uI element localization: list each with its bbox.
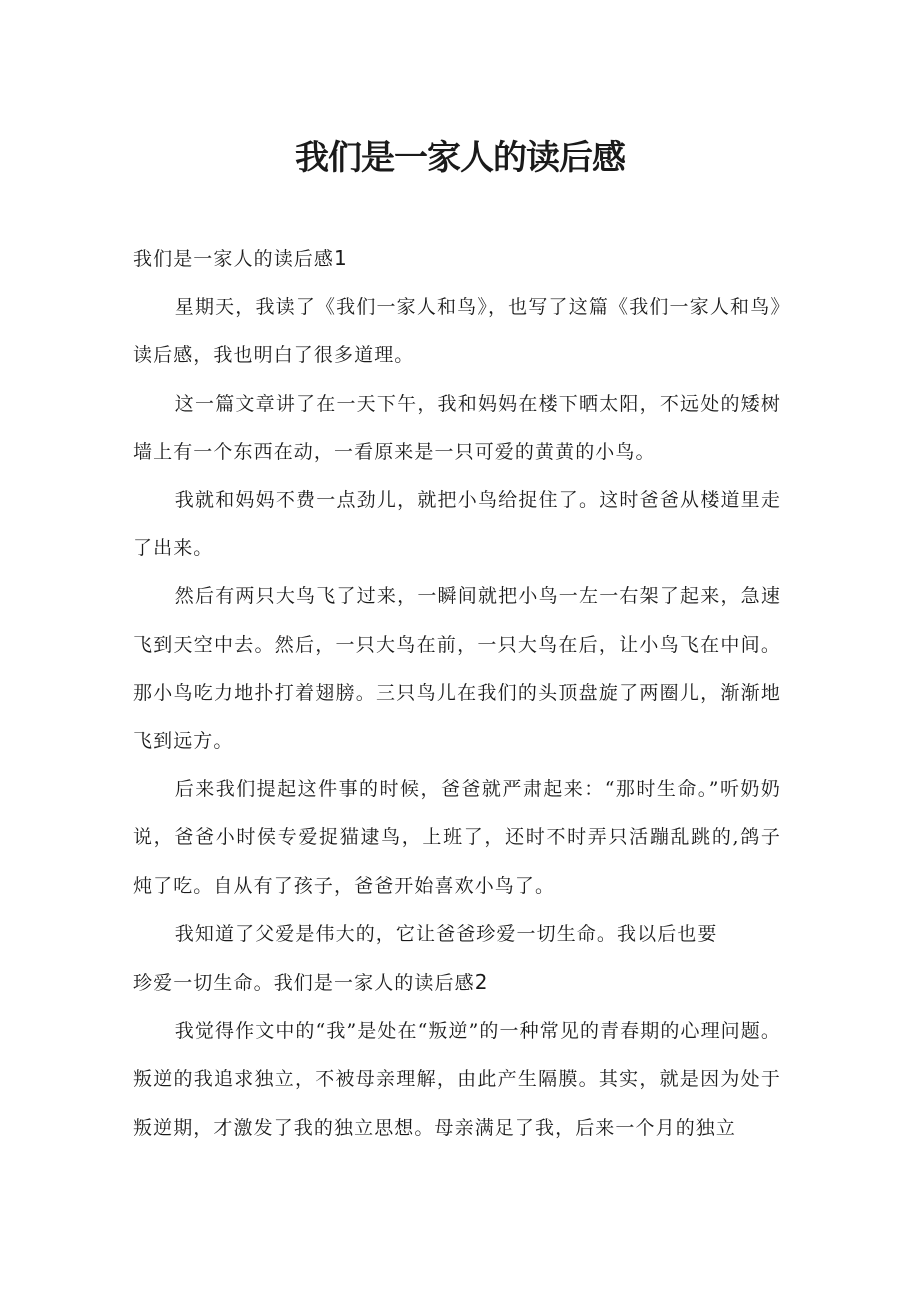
section-heading-1-number: 1 — [334, 246, 348, 270]
section-heading-1 — [133, 234, 781, 283]
paragraph-7: 我觉得作文中的“我”是处在“叛逆”的一种常见的青春期的心理问题。叛逆的我追求独立，不被母亲理解，由此产生隔膜。其实，就是因为处于叛逆期，才激发了我的独立思想。母亲满足了我，后来一个月的独立 — [133, 1020, 781, 1139]
document-title: 我们是一家人的读后感 — [295, 138, 625, 178]
paragraph-6: 我知道了父爱是伟大的，它让爸爸珍爱一切生命。我以后也要 — [174, 922, 718, 945]
section-heading-2-number: 2 — [474, 970, 489, 995]
paragraph-5: 后来我们提起这件事的时候，爸爸就严肃起来：“那时生命。”听奶奶说，爸爸小时侯专爱捉猫逮鸟，上班了，还时不时弄只活蹦乱跳的,鸽子炖了吃。自从有了孩子，爸爸开始喜欢小鸟了。 — [133, 778, 781, 897]
section-heading-2-text: 我们是一家人的读后感 — [273, 972, 475, 995]
section-heading-1-text: 我们是一家人的读后感 — [133, 248, 335, 270]
paragraph-3: 我就和妈妈不费一点劲儿，就把小鸟给捉住了。这时爸爸从楼道里走了出来。 — [133, 489, 781, 560]
paragraph-1: 星期天，我读了《我们一家人和鸟》，也写了这篇《我们一家人和鸟》读后感，我也明白了很多道理。 — [133, 296, 781, 367]
paragraph-4: 然后有两只大鸟飞了过来，一瞬间就把小鸟一左一右架了起来，急速飞到天空中去。然后，一只大鸟在前，一只大鸟在后，让小鸟飞在中间。那小鸟吃力地扑打着翅膀。三只鸟儿在我们的头顶盘旋了两圈儿，渐渐地飞到远方。 — [133, 585, 781, 753]
document-body — [133, 234, 781, 1152]
paragraph-2: 这一篇文章讲了在一天下午，我和妈妈在楼下晒太阳，不远处的矮树墙上有一个东西在动，一看原来是一只可爱的黄黄的小鸟。 — [133, 392, 781, 463]
paragraph-6-continuation — [133, 958, 781, 1007]
paragraph-6-tail: 珍爱一切生命。 — [133, 972, 274, 995]
